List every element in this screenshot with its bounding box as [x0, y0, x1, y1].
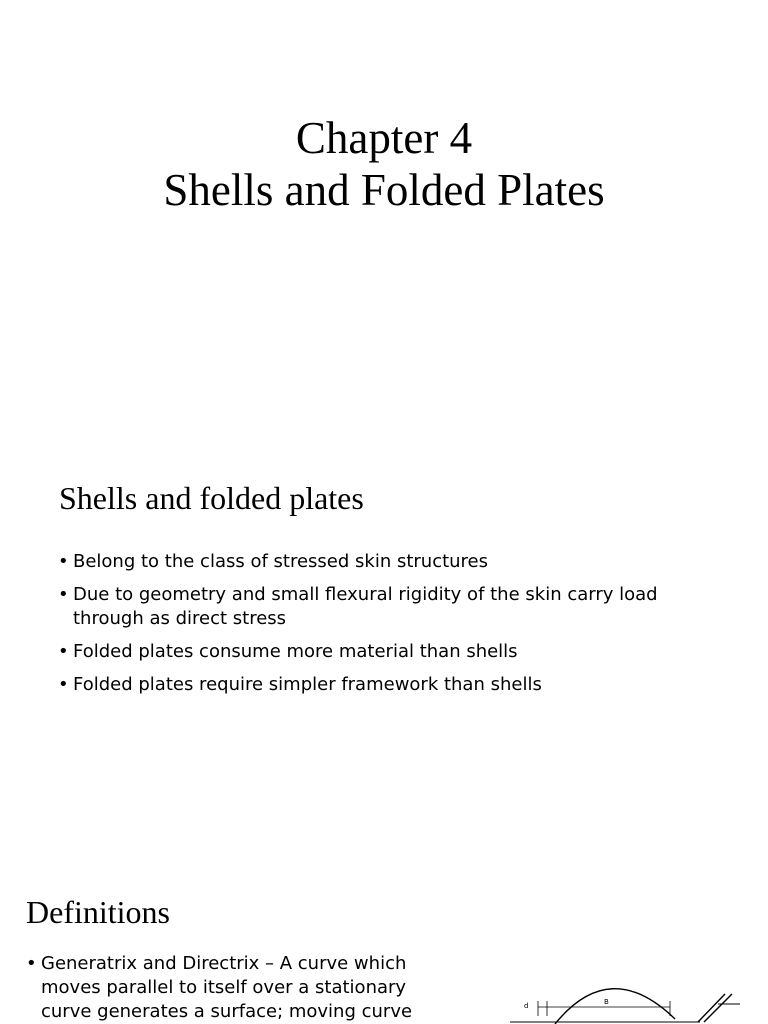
list-item: [58, 583, 678, 631]
section-heading: Shells and folded plates: [59, 480, 364, 516]
bullet-icon: •: [58, 674, 69, 695]
dimension-label-b: B: [604, 998, 609, 1006]
bullet-text: Folded plates consume more material than shells: [73, 641, 518, 662]
section-heading: Definitions: [26, 894, 170, 930]
list-item: [58, 550, 678, 574]
bullet-text: Belong to the class of stressed skin structures: [73, 551, 489, 572]
bullet-icon: •: [58, 551, 69, 572]
bullet-list: [58, 550, 678, 706]
bullet-icon: •: [58, 641, 69, 662]
list-item: [58, 640, 678, 664]
bullet-icon: •: [26, 953, 37, 974]
definitions-slide: [0, 864, 768, 1024]
list-item: [58, 673, 678, 697]
bullet-icon: •: [58, 584, 69, 605]
overview-slide: [0, 432, 768, 864]
chapter-number: Chapter 4: [295, 113, 473, 163]
bullet-list: [26, 952, 426, 1024]
dimension-label-d: d: [524, 1002, 529, 1010]
shell-section-diagram-icon: [500, 964, 750, 1024]
chapter-name: Shells and Folded Plates: [163, 165, 605, 215]
chapter-title: [0, 112, 768, 216]
shell-arc: [555, 989, 675, 1024]
bullet-text: Generatrix and Directrix – A curve which moves parallel to itself over a stationary curve generates a surface; moving curve: [41, 953, 413, 1022]
bullet-text: Folded plates require simpler framework than shells: [73, 674, 542, 695]
bullet-text: Due to geometry and small flexural rigidity of the skin carry load through as direct stress: [73, 584, 658, 629]
edge-beam: [704, 994, 732, 1022]
edge-beam: [698, 994, 725, 1022]
list-item: [26, 952, 426, 1024]
title-slide: [0, 0, 768, 432]
